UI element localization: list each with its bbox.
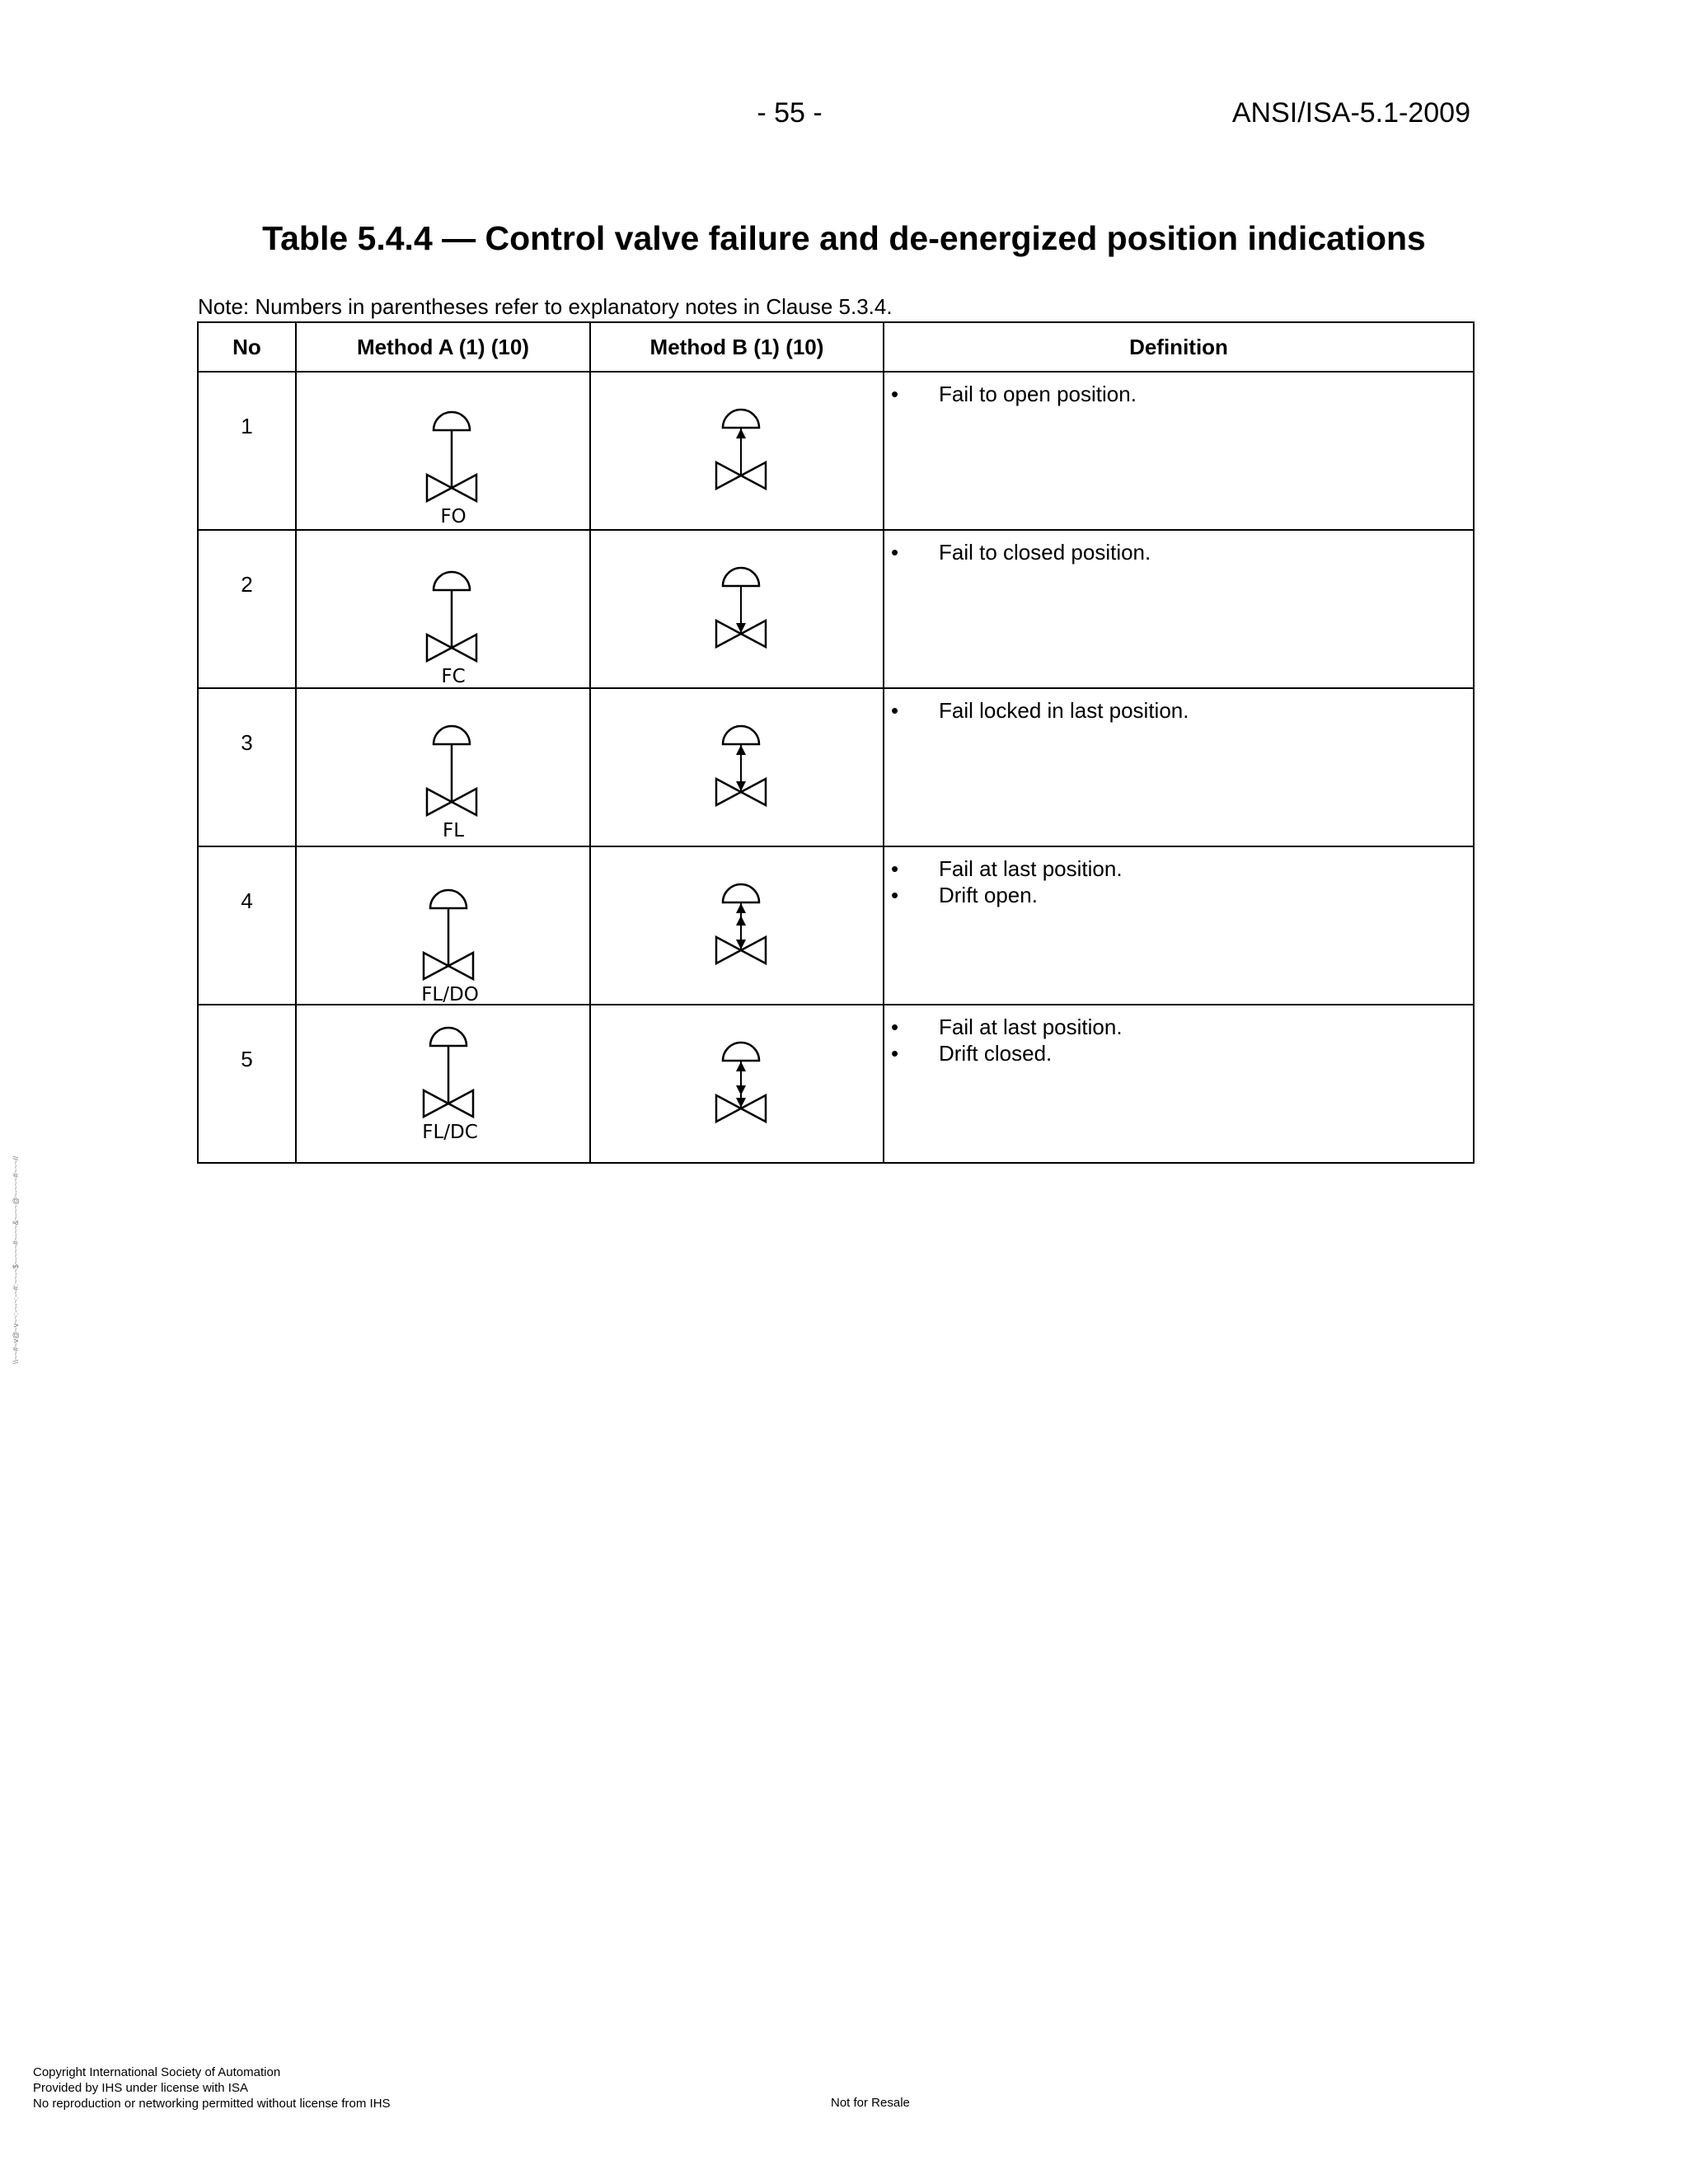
definition-list — [884, 381, 1473, 407]
actuator-dome — [434, 572, 470, 590]
method-b-cell — [590, 688, 884, 846]
method-a-cell — [296, 1005, 590, 1163]
column-header-no: No — [198, 322, 296, 372]
definition-cell — [884, 1005, 1474, 1163]
table-header-row — [198, 322, 1474, 372]
definition-cell — [884, 530, 1474, 688]
definition-list — [884, 855, 1473, 908]
arrow-up-icon — [736, 745, 746, 755]
method-b-cell — [590, 530, 884, 688]
definition-cell — [884, 846, 1474, 1005]
fail-position-label: FO — [440, 506, 467, 527]
page-number: - 55 - — [757, 97, 823, 129]
actuator-dome — [434, 726, 470, 744]
table-body — [198, 372, 1474, 1163]
definition-item: • Fail locked in last position. — [884, 697, 1473, 724]
table-row — [198, 530, 1474, 688]
row-number-cell — [198, 1005, 296, 1163]
row-number: 4 — [241, 888, 253, 913]
row-number-cell — [198, 530, 296, 688]
method-a-cell — [296, 688, 590, 846]
actuator-dome — [434, 412, 470, 430]
table-title: Table 5.4.4 — Control valve failure and de-energized position indications — [262, 219, 1426, 257]
control-valve-icon — [297, 689, 591, 846]
definition-list — [884, 1014, 1473, 1066]
method-b-cell — [590, 1005, 884, 1163]
row-number: 1 — [241, 414, 253, 438]
definition-list — [884, 697, 1473, 724]
control-valve-arrow-icon — [591, 1005, 884, 1162]
column-header-method-a: Method A (1) (10) — [296, 322, 590, 372]
arrow-up-icon — [736, 1062, 746, 1071]
arrow-up-icon — [736, 916, 746, 926]
standard-id: ANSI/ISA-5.1-2009 — [1231, 97, 1470, 129]
footer-copyright: Copyright International Society of Automation — [33, 2065, 281, 2079]
row-number: 2 — [241, 572, 253, 597]
row-number-cell — [198, 688, 296, 846]
fail-position-label: FC — [441, 666, 466, 687]
footer-provided-by: Provided by IHS under license with ISA — [33, 2081, 248, 2095]
control-valve-icon — [297, 373, 591, 529]
definition-item: • Fail to closed position. — [884, 539, 1473, 565]
row-number-cell — [198, 372, 296, 530]
method-b-cell — [590, 372, 884, 530]
arrow-up-icon — [736, 429, 746, 438]
arrow-down-icon — [736, 1085, 746, 1095]
actuator-dome — [723, 410, 759, 428]
scan-watermark: \\~~#~v@~v~~:-~-~:-~#:~~-~$~-~~~#~-~~&~-~~@~-~~~#~~~// — [12, 1155, 20, 1364]
actuator-dome — [723, 884, 759, 902]
definition-cell — [884, 372, 1474, 530]
fail-position-label: FL/DO — [421, 984, 479, 1004]
table-row — [198, 688, 1474, 846]
method-a-cell — [296, 372, 590, 530]
table-row — [198, 1005, 1474, 1163]
definition-item: • Fail to open position. — [884, 381, 1473, 407]
control-valve-arrow-icon — [591, 847, 884, 1004]
definition-item: • Drift open. — [884, 882, 1473, 908]
definition-item: • Fail at last position. — [884, 855, 1473, 882]
column-header-definition: Definition — [884, 322, 1474, 372]
definition-item: • Drift closed. — [884, 1040, 1473, 1066]
footer-no-reproduction: No reproduction or networking permitted without license from IHS — [33, 2097, 391, 2111]
column-header-method-b: Method B (1) (10) — [590, 322, 884, 372]
row-number: 5 — [241, 1047, 253, 1071]
method-a-cell — [296, 530, 590, 688]
control-valve-icon — [297, 531, 591, 687]
method-b-cell — [590, 846, 884, 1005]
definition-item: • Fail at last position. — [884, 1014, 1473, 1040]
fail-position-label: FL/DC — [422, 1122, 478, 1143]
row-number: 3 — [241, 730, 253, 755]
control-valve-arrow-icon — [591, 689, 884, 846]
row-number-cell — [198, 846, 296, 1005]
control-valve-icon — [297, 1005, 591, 1162]
actuator-dome — [430, 890, 467, 908]
table-note: Note: Numbers in parentheses refer to explanatory notes in Clause 5.3.4. — [198, 294, 893, 319]
actuator-dome — [723, 1043, 759, 1061]
control-valve-arrow-icon — [591, 531, 884, 687]
valve-failure-table — [197, 321, 1475, 1164]
footer-not-for-resale: Not for Resale — [831, 2096, 910, 2110]
table-row — [198, 372, 1474, 530]
actuator-dome — [723, 568, 759, 586]
footer-copyright-block — [33, 2064, 391, 2111]
actuator-dome — [723, 726, 759, 744]
table-row — [198, 846, 1474, 1005]
arrow-up-icon — [736, 903, 746, 913]
control-valve-arrow-icon — [591, 373, 884, 529]
fail-position-label: FL — [442, 820, 465, 841]
definition-list — [884, 539, 1473, 565]
actuator-dome — [430, 1028, 467, 1046]
control-valve-icon — [297, 847, 591, 1004]
method-a-cell — [296, 846, 590, 1005]
definition-cell — [884, 688, 1474, 846]
